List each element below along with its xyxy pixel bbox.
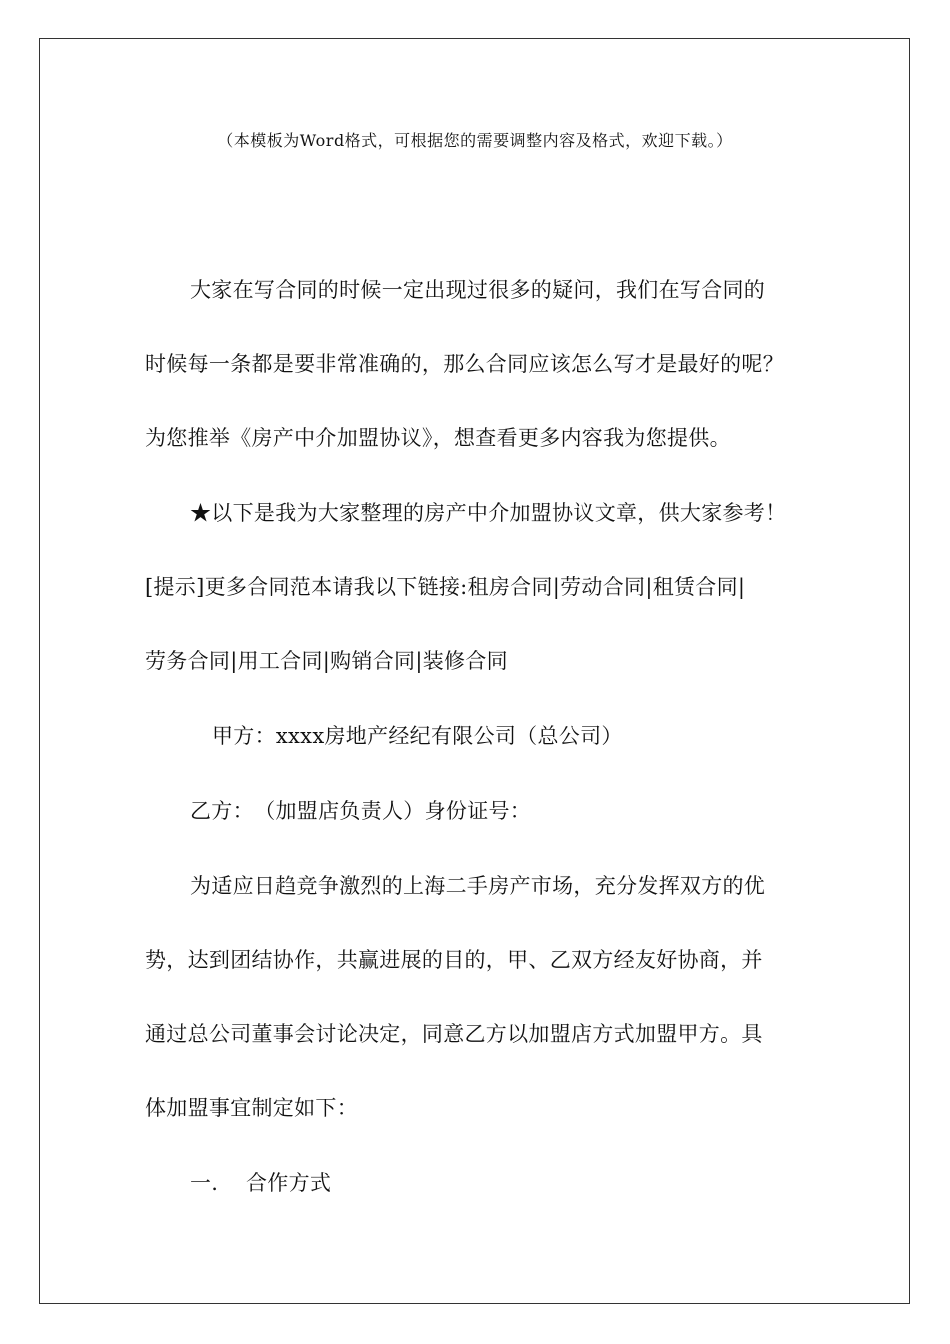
body-line-3: 通过总公司董事会讨论决定，同意乙方以加盟店方式加盟甲方。具	[145, 1022, 763, 1046]
body-line-2: 势，达到团结协作，共赢进展的目的，甲、乙双方经友好协商，并	[145, 948, 763, 972]
body-line-1: 为适应日趋竞争激烈的上海二手房产市场，充分发挥双方的优	[190, 874, 766, 898]
section-number: 一.	[190, 1171, 219, 1195]
intro-line-1: 大家在写合同的时候一定出现过很多的疑问，我们在写合同的	[190, 278, 766, 302]
star-line: ★以下是我为大家整理的房产中介加盟协议文章，供大家参考！	[190, 501, 787, 525]
party-b: 乙方： （加盟店负责人）身份证号：	[190, 799, 532, 823]
intro-line-3: 为您推举《房产中介加盟协议》，想查看更多内容我为您提供。	[145, 426, 731, 450]
body-line-4: 体加盟事宜制定如下：	[145, 1096, 358, 1120]
template-notice: （本模板为Word格式，可根据您的需要调整内容及格式，欢迎下载。）	[217, 131, 733, 150]
intro-line-2: 时候每一条都是要非常准确的，那么合同应该怎么写才是最好的呢？	[145, 352, 784, 376]
party-a: 甲方：xxxx房地产经纪有限公司（总公司）	[212, 724, 623, 748]
section-heading-1	[190, 1169, 331, 1197]
section-title: 合作方式	[246, 1171, 332, 1195]
tip-line-1: [提示]更多合同范本请我以下链接:租房合同|劳动合同|租赁合同|	[145, 575, 746, 599]
tip-line-2: 劳务合同|用工合同|购销合同|装修合同	[145, 649, 508, 673]
